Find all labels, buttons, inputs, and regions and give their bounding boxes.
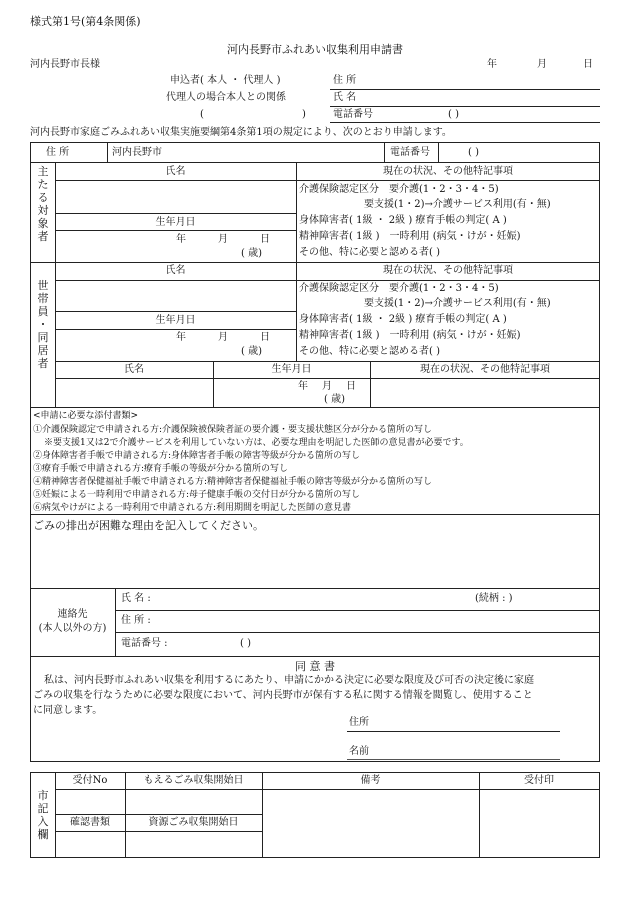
office-side-label: 市 記 入 欄 bbox=[37, 789, 49, 841]
applicant-label: 申込者( 本人 ・ 代理人 ) bbox=[170, 75, 281, 86]
consent-name-label: 名前 bbox=[349, 746, 369, 757]
applicant-name-label: 氏 名 bbox=[333, 92, 357, 103]
subject-day: 日 bbox=[260, 234, 270, 245]
proxy-relation-close: ) bbox=[302, 109, 306, 120]
household-row2-age: ( 歳) bbox=[324, 394, 345, 405]
consent-title: 同 意 書 bbox=[295, 660, 335, 673]
office-remarks: 備考 bbox=[360, 775, 381, 786]
contact-relation-label: (続柄 : ) bbox=[475, 593, 513, 604]
contact-phone-label: 電話番号 : bbox=[121, 638, 168, 649]
contact-address-label: 住 所 : bbox=[121, 615, 151, 626]
date-month: 月 bbox=[537, 59, 547, 70]
household-year: 年 bbox=[176, 332, 186, 343]
household-status-4: 精神障害者( 1級 ) 一時利用 (病気・けが・妊娠) bbox=[299, 330, 521, 341]
attachment-item-4: ④精神障害者保健福祉手帳で申請される方:精神障害者保健福祉手帳の障害等級が分かる箇所の写し bbox=[33, 477, 433, 487]
contact-label-sub: (本人以外の方) bbox=[38, 623, 107, 634]
subject-status-header: 現在の状況、その他特記事項 bbox=[383, 166, 513, 177]
attachment-item-6: ⑥病気やけがによる一時利用で申請される方:利用期間を明記した医師の意見書 bbox=[33, 503, 352, 513]
subject-year: 年 bbox=[176, 234, 186, 245]
subject-age: ( 歳) bbox=[241, 248, 262, 259]
office-confirm-docs: 確認書類 bbox=[70, 817, 110, 828]
subject-birth-label: 生年月日 bbox=[155, 217, 196, 228]
attachments-heading: <申請に必要な添付書類> bbox=[33, 411, 139, 421]
applicant-phone-label: 電話番号 bbox=[333, 109, 373, 120]
household-status-1: 介護保険認定区分 要介護(1・2・3・4・5) bbox=[299, 283, 499, 294]
address-row-phone-label: 電話番号 bbox=[390, 147, 430, 158]
household-day: 日 bbox=[260, 332, 270, 343]
household-status-3: 身体障害者( 1級 ・ 2級 ) 療育手帳の判定( A ) bbox=[299, 314, 507, 325]
proxy-relation-label: 代理人の場合本人との関係 bbox=[166, 92, 286, 103]
address-row-label: 住 所 bbox=[46, 147, 70, 158]
office-receipt-stamp: 受付印 bbox=[524, 775, 554, 786]
household-row2-day: 日 bbox=[346, 381, 356, 392]
household-birth-label: 生年月日 bbox=[155, 315, 196, 326]
household-row2-status: 現在の状況、その他特記事項 bbox=[420, 364, 550, 375]
proxy-relation-open: ( bbox=[200, 109, 204, 120]
household-side-label: 世 帯 員 ・ 同 居 者 bbox=[37, 279, 49, 370]
reason-prompt: ごみの排出が困難な理由を記入してください。 bbox=[33, 519, 264, 532]
contact-phone-parens: ( ) bbox=[240, 638, 251, 649]
household-age: ( 歳) bbox=[241, 346, 262, 357]
reason-input-area[interactable] bbox=[31, 535, 599, 587]
form-title: 河内長野市ふれあい収集利用申請書 bbox=[227, 43, 403, 56]
subject-status-1: 介護保険認定区分 要介護(1・2・3・4・5) bbox=[299, 184, 499, 195]
addressee: 河内長野市長様 bbox=[30, 59, 100, 70]
household-month: 月 bbox=[218, 332, 228, 343]
office-resource-start: 資源ごみ収集開始日 bbox=[148, 817, 239, 828]
form-number: 様式第1号(第4条関係) bbox=[30, 15, 141, 28]
consent-body-1: 私は、河内長野市ふれあい収集を利用するにあたり、申請にかかる決定に必要な限度及び可否の決定後に家庭 bbox=[44, 675, 534, 686]
intro-text: 河内長野市家庭ごみふれあい収集実施要綱第4条第1項の規定により、次のとおり申請します。 bbox=[30, 127, 452, 138]
attachment-item-2: ②身体障害者手帳で申請される方:身体障害者手帳の障害等級が分かる箇所の写し bbox=[33, 451, 361, 461]
attachment-item-note: ※要支援1又は2で介護サービスを利用していない方は、必要な理由を明記した医師の意見書が必要です。 bbox=[44, 438, 469, 448]
address-row-city: 河内長野市 bbox=[112, 147, 162, 158]
household-status-5: その他、特に必要と認める者( ) bbox=[299, 346, 440, 357]
subject-status-2: 要支援(1・2)→介護サービス利用(有・無) bbox=[364, 199, 551, 210]
attachment-item-3: ③療育手帳で申請される方:療育手帳の等級が分かる箇所の写し bbox=[33, 464, 289, 474]
date-year: 年 bbox=[487, 59, 497, 70]
household-name-header: 氏名 bbox=[165, 265, 186, 276]
household-row2-month: 月 bbox=[322, 381, 332, 392]
subject-status-4: 精神障害者( 1級 ) 一時利用 (病気・けが・妊娠) bbox=[299, 231, 521, 242]
household-row2-year: 年 bbox=[298, 381, 308, 392]
date-day: 日 bbox=[583, 59, 593, 70]
subject-side-label: 主 た る 対 象 者 bbox=[37, 165, 49, 243]
contact-name-label: 氏 名 : bbox=[121, 593, 151, 604]
household-row2-name: 氏名 bbox=[124, 364, 144, 375]
subject-month: 月 bbox=[218, 234, 228, 245]
applicant-phone-parens: ( ) bbox=[448, 109, 459, 120]
household-row2-birth: 生年月日 bbox=[271, 364, 312, 375]
consent-address-label: 住所 bbox=[349, 717, 369, 728]
office-burnable-start: もえるごみ収集開始日 bbox=[143, 775, 244, 786]
attachment-item-1: ①介護保険認定で申請される方:介護保険被保険者証の要介護・要支援状態区分が分かる箇所の写し bbox=[33, 425, 433, 435]
household-status-2: 要支援(1・2)→介護サービス利用(有・無) bbox=[364, 298, 551, 309]
subject-status-3: 身体障害者( 1級 ・ 2級 ) 療育手帳の判定( A ) bbox=[299, 215, 507, 226]
attachment-item-5: ⑤妊娠による一時利用で申請される方:母子健康手帳の交付日が分かる箇所の写し bbox=[33, 490, 361, 500]
household-status-header: 現在の状況、その他特記事項 bbox=[383, 265, 513, 276]
consent-body-3: に同意します。 bbox=[33, 705, 103, 716]
contact-label: 連絡先 bbox=[57, 609, 88, 620]
applicant-address-label: 住 所 bbox=[333, 75, 357, 86]
address-row-phone-parens: ( ) bbox=[468, 147, 479, 158]
consent-body-2: ごみの収集を行なうために必要な限度において、河内長野市が保有する私に関する情報を閲覧し、使用すること bbox=[33, 690, 533, 701]
subject-status-5: その他、特に必要と認める者( ) bbox=[299, 247, 440, 258]
office-receipt-no: 受付No bbox=[72, 775, 108, 786]
subject-name-header: 氏名 bbox=[165, 166, 186, 177]
